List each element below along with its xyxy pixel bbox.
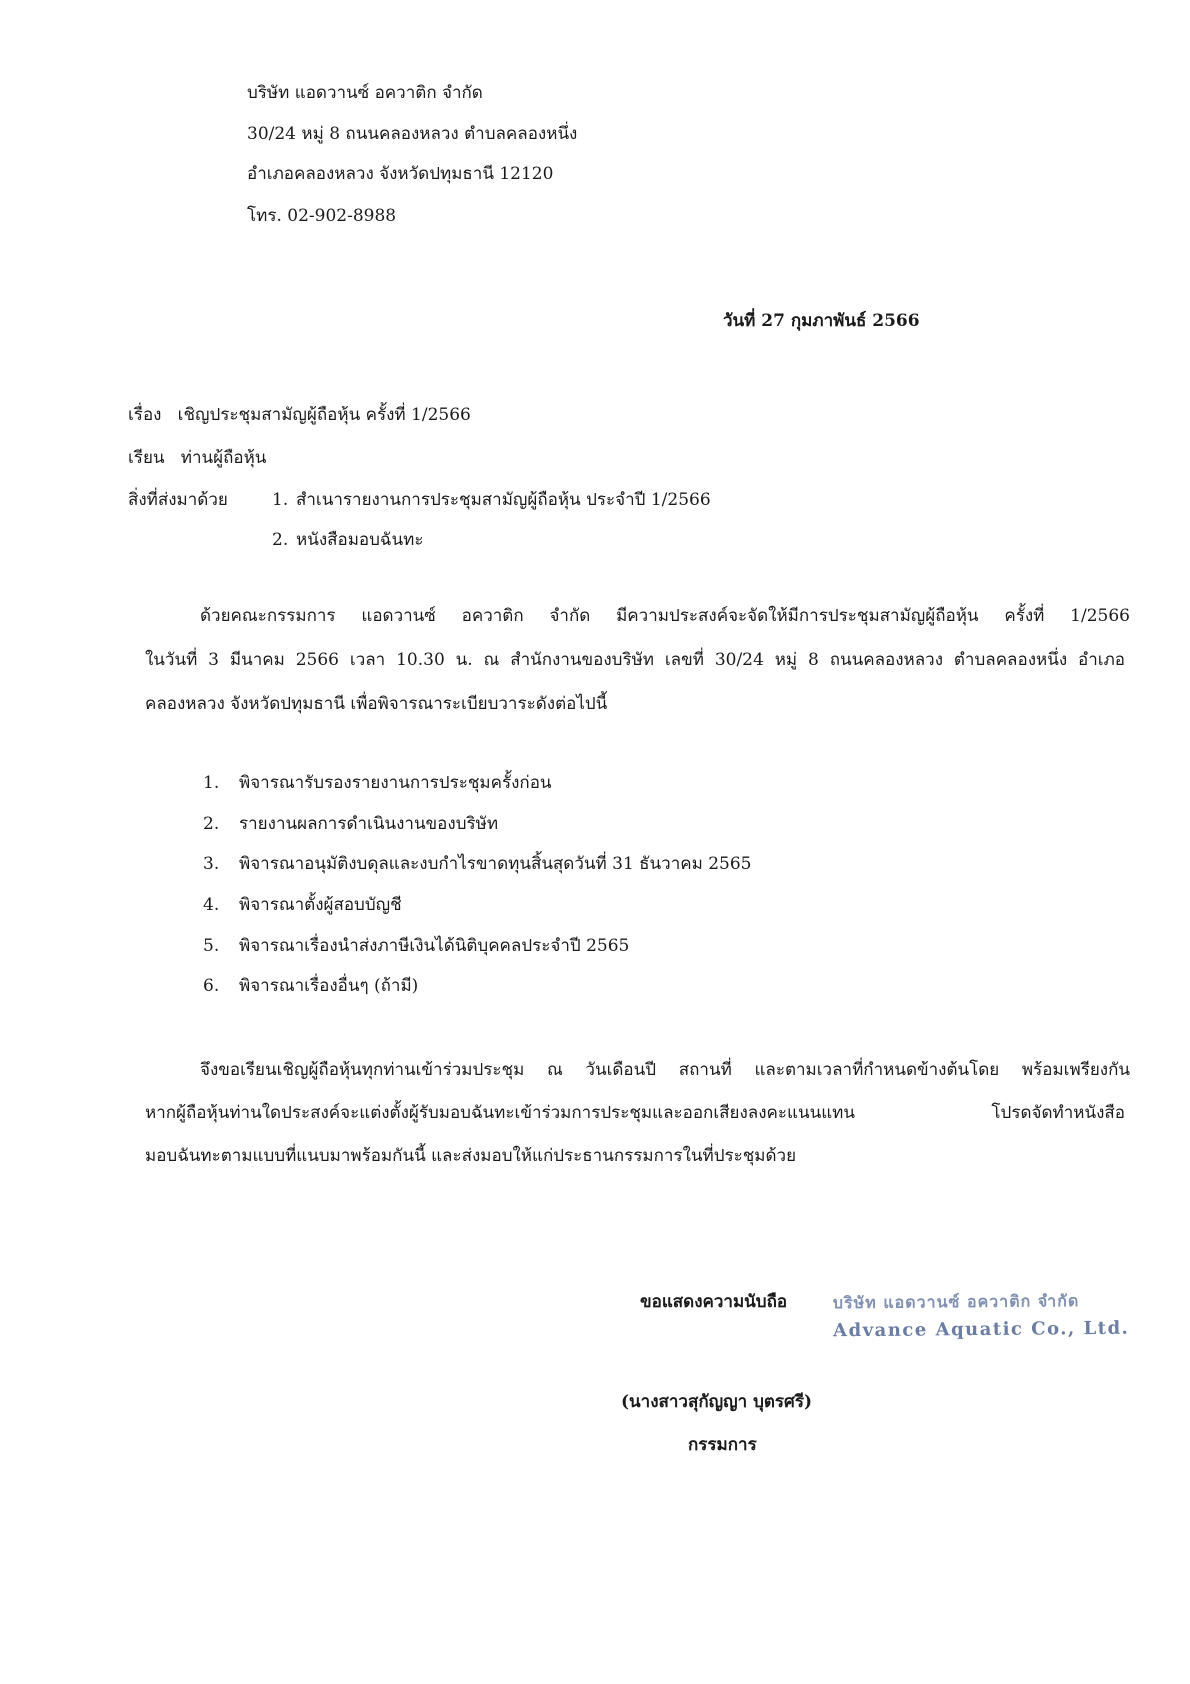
agenda-number: 4. — [203, 895, 220, 915]
sender-address-line1: 30/24 หมู่ 8 ถนนคลองหลวง ตำบลคลองหนึ่ง — [247, 124, 578, 144]
body-line-1: ด้วยคณะกรรมการ แอดวานซ์ อควาติก จำกัด มีความประสงค์จะจัดให้มีการประชุมสามัญผู้ถือหุ้น ครั้งที่ 1/2566 — [200, 606, 1130, 626]
agenda-item — [203, 854, 752, 874]
closing-line-2: หากผู้ถือหุ้นท่านใดประสงค์จะแต่งตั้งผู้รับมอบฉันทะเข้าร่วมการประชุมและออกเสียงลงคะแนนแทน โปรดจัดทำหนังสือ — [145, 1103, 1125, 1123]
signer-name: (นางสาวสุกัญญา บุตรศรี) — [621, 1392, 813, 1412]
agenda-item — [203, 936, 629, 956]
subject-line — [128, 405, 471, 425]
enclosure-number: 2. — [272, 530, 289, 550]
company-stamp — [833, 1291, 1133, 1342]
signer-position: กรรมการ — [688, 1435, 757, 1455]
enclosures-label: สิ่งที่ส่งมาด้วย — [128, 490, 228, 510]
stamp-english-name: Advance Aquatic Co., Ltd. — [833, 1317, 1130, 1342]
sender-company: บริษัท แอดวานซ์ อควาติก จำกัด — [247, 83, 483, 103]
agenda-number: 5. — [203, 936, 220, 956]
sender-address-line2: อำเภอคลองหลวง จังหวัดปทุมธานี 12120 — [247, 164, 554, 184]
recipient-line — [128, 448, 266, 468]
agenda-text: พิจารณาเรื่องอื่นๆ (ถ้ามี) — [239, 976, 419, 996]
agenda-item — [203, 814, 498, 834]
stamp-thai-name: บริษัท แอดวานซ์ อควาติก จำกัด — [832, 1291, 1080, 1313]
agenda-number: 3. — [203, 854, 220, 874]
agenda-number: 1. — [203, 773, 220, 793]
sender-phone: โทร. 02-902-8988 — [247, 206, 397, 226]
enclosure-text: สำเนารายงานการประชุมสามัญผู้ถือหุ้น ประจำปี 1/2566 — [296, 490, 711, 510]
agenda-item — [203, 976, 418, 996]
agenda-number: 2. — [203, 814, 220, 834]
letter-date: วันที่ 27 กุมภาพันธ์ 2566 — [723, 311, 920, 331]
enclosure-item — [272, 490, 711, 510]
subject-text: เชิญประชุมสามัญผู้ถือหุ้น ครั้งที่ 1/2566 — [177, 405, 471, 425]
agenda-text: รายงานผลการดำเนินงานของบริษัท — [239, 814, 499, 834]
closing-line-1: จึงขอเรียนเชิญผู้ถือหุ้นทุกท่านเข้าร่วมประชุม ณ วันเดือนปี สถานที่ และตามเวลาที่กำหนดข้างต้นโดย พร้อมเพรียงกัน — [200, 1060, 1130, 1080]
enclosure-number: 1. — [272, 490, 289, 510]
agenda-number: 6. — [203, 976, 220, 996]
recipient-text: ท่านผู้ถือหุ้น — [180, 448, 267, 468]
body-line-2: ในวันที่ 3 มีนาคม 2566 เวลา 10.30 น. ณ สำนักงานของบริษัท เลขที่ 30/24 หมู่ 8 ถนนคลองหลวง ตำบลคลองหนึ่ง อำเภอ — [145, 650, 1125, 670]
enclosure-text: หนังสือมอบฉันทะ — [296, 530, 424, 550]
agenda-text: พิจารณาเรื่องนำส่งภาษีเงินได้นิติบุคคลประจำปี 2565 — [239, 936, 630, 956]
agenda-item — [203, 895, 402, 915]
subject-label: เรื่อง — [128, 405, 162, 425]
agenda-text: พิจารณารับรองรายงานการประชุมครั้งก่อน — [239, 773, 552, 793]
agenda-text: พิจารณาตั้งผู้สอบบัญชี — [239, 895, 402, 915]
enclosure-item — [272, 530, 423, 550]
closing-line-3: มอบฉันทะตามแบบที่แนบมาพร้อมกันนี้ และส่งมอบให้แก่ประธานกรรมการในที่ประชุมด้วย — [145, 1146, 797, 1166]
agenda-item — [203, 773, 552, 793]
body-line-3: คลองหลวง จังหวัดปทุมธานี เพื่อพิจารณาระเบียบวาระดังต่อไปนี้ — [145, 694, 608, 714]
regards-text: ขอแสดงความนับถือ — [640, 1292, 788, 1312]
agenda-text: พิจารณาอนุมัติงบดุลและงบกำไรขาดทุนสิ้นสุดวันที่ 31 ธันวาคม 2565 — [239, 854, 752, 874]
recipient-label: เรียน — [128, 448, 165, 468]
